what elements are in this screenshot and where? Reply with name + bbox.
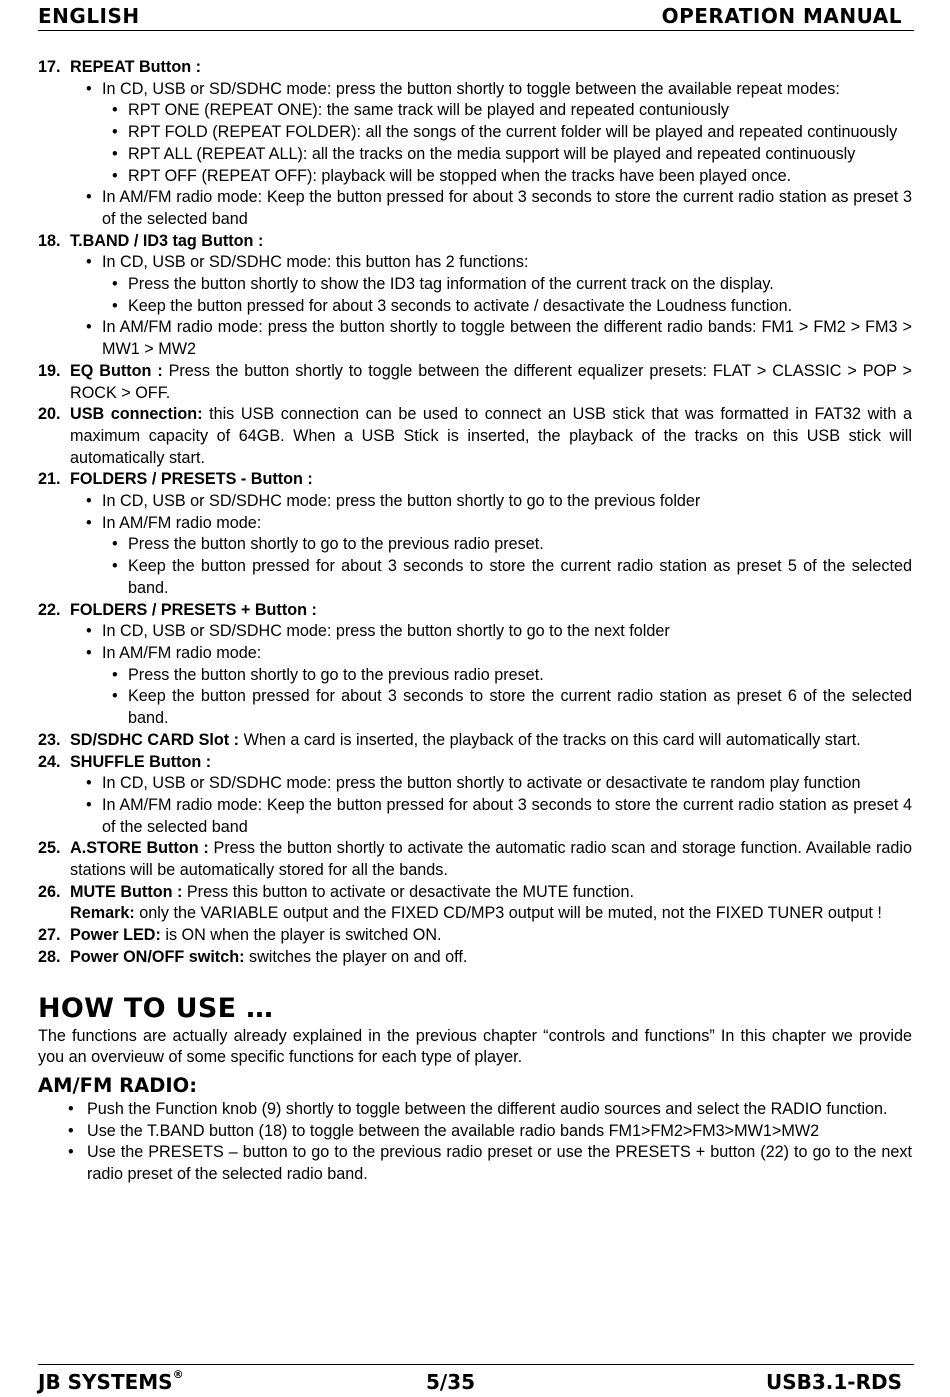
- bullet-text: Use the T.BAND button (18) to toggle between the available radio bands FM1>FM2>FM3>MW1>MW2: [87, 1121, 820, 1140]
- sub-bullet-item: [38, 665, 912, 687]
- bullet-dot: •: [112, 557, 118, 576]
- header-title: OPERATION MANUAL: [661, 4, 902, 28]
- item-label: EQ Button :: [70, 361, 163, 380]
- item-text: Press the button shortly to toggle between the different equalizer presets: FLAT > CLASSIC > POP > ROCK > OFF.: [70, 361, 912, 402]
- bullet-text: Use the PRESETS – button to go to the previous radio preset or use the PRESETS + button (22) to go to the next radio preset of the selected radio band.: [87, 1143, 912, 1184]
- bullet-text: In AM/FM radio mode: Keep the button pressed for about 3 seconds to store the current radio station as preset 3 of the selected band: [102, 188, 912, 228]
- bullet-text: In AM/FM radio mode: Keep the button pressed for about 3 seconds to store the current radio station as preset 4 of the selected band: [102, 795, 912, 836]
- header-language: ENGLISH: [38, 4, 140, 28]
- section-heading: HOW TO USE …: [38, 992, 274, 1024]
- sub-bullet-text: Press the button shortly to go to the previous radio preset.: [128, 535, 544, 554]
- sub-bullet-text: RPT ALL (REPEAT ALL): all the tracks on the media support will be played and repeated continuously: [128, 144, 856, 163]
- bullet-dot: •: [68, 1121, 74, 1140]
- page-footer: [38, 1364, 914, 1397]
- item-text: this USB connection can be used to connect an USB stick that was formatted in FAT32 with a maximum capacity of 64GB. When a USB Stick is inserted, the playback of the tracks on this USB stick will automatically start.: [70, 405, 912, 467]
- item-number: 24.: [38, 752, 61, 771]
- subsection-heading: AM/FM RADIO:: [38, 1073, 198, 1097]
- bullet-item: [38, 643, 912, 665]
- footer-model: USB3.1-RDS: [765, 1370, 902, 1394]
- bullet-text: In AM/FM radio mode:: [102, 513, 262, 532]
- bullet-dot: •: [112, 275, 118, 294]
- bullet-dot: •: [112, 535, 118, 554]
- item-label: SHUFFLE Button :: [70, 752, 212, 771]
- item-label: A.STORE Button :: [70, 839, 209, 858]
- list-item: [38, 57, 912, 79]
- item-label: Power ON/OFF switch:: [70, 947, 245, 966]
- item-number: 18.: [38, 231, 61, 250]
- bullet-dot: •: [112, 144, 118, 163]
- bullet-dot: •: [86, 622, 92, 641]
- item-text: Press the button shortly to activate the automatic radio scan and storage function. Available radio stations will be automatically stored for all the bands.: [70, 839, 912, 880]
- item-label: FOLDERS / PRESETS - Button :: [70, 470, 313, 489]
- list-item: [38, 752, 912, 774]
- item-label: T.BAND / ID3 tag Button :: [70, 231, 264, 250]
- sub-bullet-item: [38, 686, 912, 729]
- bullet-dot: •: [112, 296, 118, 315]
- bullet-text: In CD, USB or SD/SDHC mode: press the button shortly to go to the next folder: [102, 622, 670, 641]
- bullet-item: [38, 187, 912, 230]
- bullet-dot: •: [86, 795, 92, 814]
- bullet-dot: •: [86, 492, 92, 511]
- list-item: [38, 469, 912, 491]
- remark-text: only the VARIABLE output and the FIXED CD/MP3 output will be muted, not the FIXED TUNER output !: [134, 904, 882, 923]
- item-label: MUTE Button :: [70, 882, 183, 901]
- bullet-item: [38, 621, 912, 643]
- item-label: Power LED:: [70, 926, 161, 945]
- list-item: [38, 600, 912, 622]
- bullet-text: In CD, USB or SD/SDHC mode: press the button shortly to go to the previous folder: [102, 492, 701, 511]
- list-item: [38, 361, 912, 404]
- item-label: USB connection:: [70, 405, 203, 424]
- bullet-text: In AM/FM radio mode:: [102, 643, 262, 662]
- item-label: FOLDERS / PRESETS + Button :: [70, 600, 317, 619]
- remark: [38, 903, 912, 925]
- bullet-dot: •: [112, 665, 118, 684]
- section-intro: The functions are actually already explained in the previous chapter “controls and functions” In this chapter we provide you an overvieuw of some specific functions for each type of player.: [38, 1026, 912, 1067]
- bullet-dot: •: [86, 79, 92, 98]
- sub-bullet-item: [38, 122, 912, 144]
- item-number: 23.: [38, 730, 61, 749]
- bullet-item: [38, 795, 912, 838]
- list-item: [38, 882, 912, 904]
- bullet-text: In CD, USB or SD/SDHC mode: press the button shortly to activate or desactivate te random play function: [102, 774, 861, 793]
- footer-brand: JB SYSTEMS®: [38, 1368, 184, 1394]
- bullet-dot: •: [86, 253, 92, 272]
- sub-bullet-item: [38, 534, 912, 556]
- sub-bullet-item: [38, 296, 912, 318]
- list-item: [38, 838, 912, 881]
- bullet-dot: •: [68, 1099, 74, 1118]
- page-number: 5/35: [426, 1370, 476, 1394]
- item-number: 20.: [38, 405, 61, 424]
- manual-content: [38, 57, 912, 1186]
- item-label: REPEAT Button :: [70, 58, 201, 76]
- bullet-text: Push the Function knob (9) shortly to toggle between the different audio sources and select the RADIO function.: [87, 1099, 888, 1118]
- registered-mark: ®: [172, 1368, 184, 1381]
- item-number: 25.: [38, 839, 61, 858]
- list-item: [38, 925, 912, 947]
- list-item: [38, 730, 912, 752]
- bullet-dot: •: [112, 101, 118, 120]
- bullet-dot: •: [68, 1143, 74, 1162]
- bullet-dot: •: [112, 166, 118, 185]
- bullet-item: [38, 1099, 912, 1121]
- bullet-dot: •: [86, 513, 92, 532]
- bullet-item: [38, 773, 912, 795]
- sub-bullet-text: Keep the button pressed for about 3 seconds to store the current radio station as preset 6 of the selected band.: [128, 687, 912, 728]
- list-item: [38, 231, 912, 253]
- sub-bullet-text: Keep the button pressed for about 3 seconds to store the current radio station as preset 5 of the selected band.: [128, 557, 912, 597]
- bullet-item: [38, 79, 912, 101]
- bullet-dot: •: [86, 318, 92, 337]
- item-text: is ON when the player is switched ON.: [160, 926, 442, 945]
- item-number: 19.: [38, 361, 61, 380]
- sub-bullet-text: RPT ONE (REPEAT ONE): the same track will be played and repeated contuniously: [128, 101, 730, 120]
- sub-bullet-text: Keep the button pressed for about 3 seconds to activate / desactivate the Loudness function.: [128, 296, 793, 315]
- bullet-item: [38, 317, 912, 360]
- item-number: 27.: [38, 926, 61, 945]
- page-header: [38, 2, 914, 31]
- bullet-item: [38, 1121, 912, 1143]
- bullet-dot: •: [86, 188, 92, 207]
- bullet-text: In CD, USB or SD/SDHC mode: this button has 2 functions:: [102, 253, 529, 272]
- sub-bullet-text: RPT OFF (REPEAT OFF): playback will be stopped when the tracks have been played once.: [128, 166, 792, 185]
- item-number: 21.: [38, 470, 61, 489]
- list-item: [38, 947, 912, 969]
- bullet-item: [38, 1142, 912, 1185]
- bullet-dot: •: [86, 643, 92, 662]
- sub-bullet-item: [38, 144, 912, 166]
- bullet-dot: •: [112, 687, 118, 706]
- bullet-item: [38, 513, 912, 535]
- item-number: 28.: [38, 947, 61, 966]
- sub-bullet-item: [38, 100, 912, 122]
- bullet-dot: •: [112, 123, 118, 142]
- bullet-item: [38, 252, 912, 274]
- item-text: When a card is inserted, the playback of the tracks on this card will automatically start.: [239, 730, 861, 749]
- bullet-item: [38, 491, 912, 513]
- item-label: SD/SDHC CARD Slot :: [70, 730, 240, 749]
- list-item: [38, 404, 912, 469]
- item-text: Press this button to activate or desactivate the MUTE function.: [182, 882, 635, 901]
- item-text: switches the player on and off.: [244, 947, 468, 966]
- sub-bullet-text: RPT FOLD (REPEAT FOLDER): all the songs of the current folder will be played and repeated continuously: [128, 123, 898, 142]
- bullet-dot: •: [86, 774, 92, 793]
- sub-bullet-text: Press the button shortly to go to the previous radio preset.: [128, 665, 544, 684]
- bullet-text: In AM/FM radio mode: press the button shortly to toggle between the different radio bands: FM1 > FM2 > FM3 > MW1 > MW2: [102, 318, 912, 359]
- sub-bullet-item: [38, 556, 912, 599]
- sub-bullet-item: [38, 274, 912, 296]
- item-number: 17.: [38, 58, 61, 76]
- item-number: 26.: [38, 882, 61, 901]
- item-number: 22.: [38, 600, 61, 619]
- sub-bullet-item: [38, 166, 912, 188]
- sub-bullet-text: Press the button shortly to show the ID3 tag information of the current track on the display.: [128, 275, 774, 294]
- remark-label: Remark:: [70, 904, 135, 923]
- bullet-text: In CD, USB or SD/SDHC mode: press the button shortly to toggle between the available repeat modes:: [102, 79, 840, 98]
